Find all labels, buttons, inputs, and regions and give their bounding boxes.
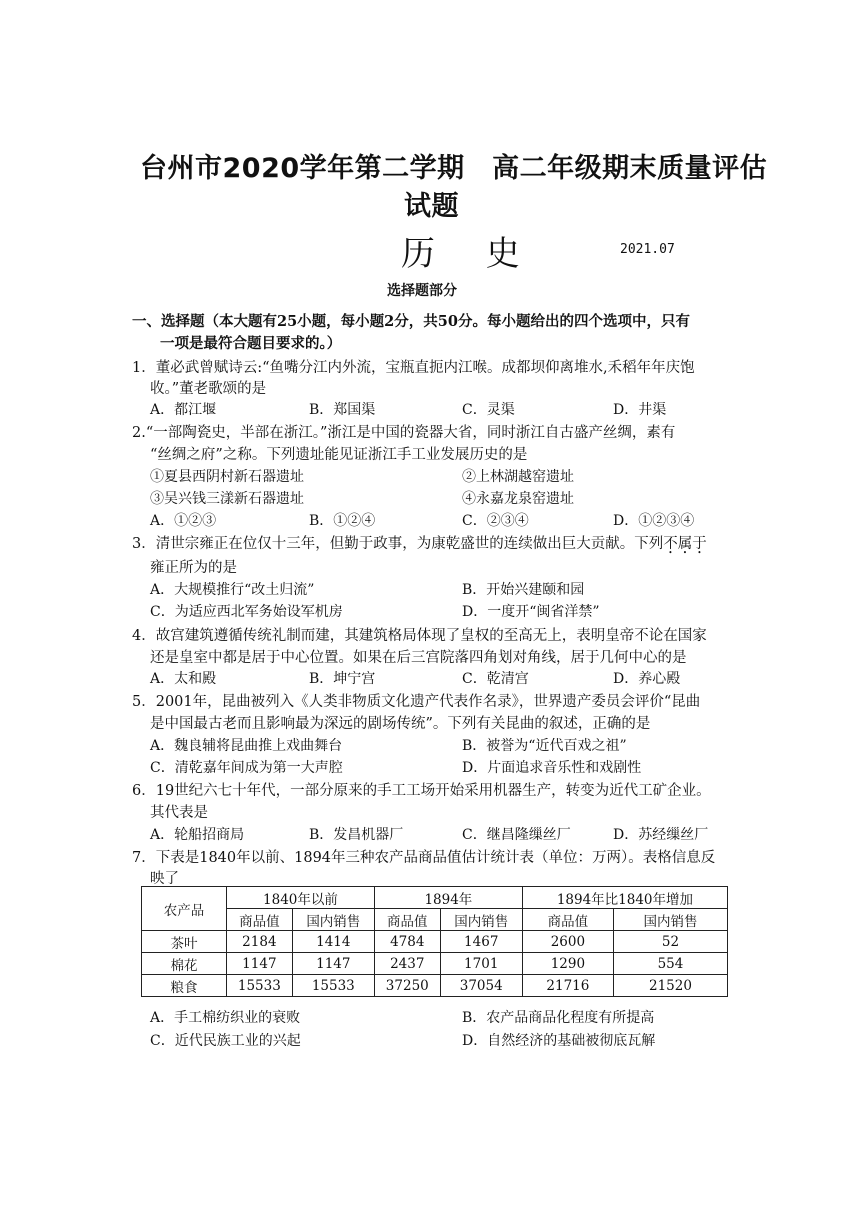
table-cell: 52 [613,931,727,953]
table-cell: 1467 [440,931,522,953]
table-group-header: 1840年以前 [227,887,375,909]
table-row-label: 茶叶 [142,931,227,953]
question-4-stem: 4．故宫建筑遵循传统礼制而建，其建筑格局体现了皇权的至高无上，表明皇帝不论在国家 [132,628,707,644]
table-subheader: 商品值 [522,909,613,931]
table-row [142,931,728,953]
question-7-stem-cont: 映了 [150,871,179,887]
section-instructions: 一、选择题（本大题有25小题，每小题2分，共50分。每小题给出的四个选项中，只有 [132,313,690,330]
table-cell: 21520 [613,975,727,997]
question-6-stem: 6．19世纪六七十年代，一部分原来的手工工场开始采用机器生产，转变为近代工矿企业。 [132,783,711,799]
question-2-item-1: ①夏县西阴村新石器遗址 [150,469,304,485]
question-6-option-b: B．发昌机器厂 [309,827,404,843]
question-5-option-d: D．片面追求音乐性和戏剧性 [462,760,642,776]
question-4-option-a: A．太和殿 [150,671,217,687]
emphasis-char: 不 [663,536,678,552]
question-4-stem-cont: 还是皇室中都是居于中心位置。如果在后三宫院落四角划对角线，居于几何中心的是 [150,650,687,666]
question-5-option-c: C．清乾嘉年间成为第一大声腔 [150,760,343,776]
question-2-item-4: ④永嘉龙泉窑遗址 [462,491,574,507]
question-3-option-b: B．开始兴建颐和园 [462,582,585,598]
table-cell: 37250 [374,975,440,997]
section-instructions-cont: 一项是最符合题目要求的。） [160,335,342,352]
question-1-option-c: C．灵渠 [462,402,515,418]
question-6-stem-cont: 其代表是 [150,805,208,821]
question-1-stem-cont: 收。”董老歌颂的是 [150,381,267,397]
table-cell: 15533 [292,975,374,997]
table-subheader: 商品值 [227,909,293,931]
question-2-option-c: C．②③④ [462,513,529,529]
question-3-stem [132,532,707,553]
table-cell: 37054 [440,975,522,997]
table-cell: 2600 [522,931,613,953]
question-4-option-d: D．养心殿 [613,671,681,687]
question-6-option-c: C．继昌隆缫丝厂 [462,827,571,843]
table-row [142,953,728,975]
question-5-option-b: B．被誉为“近代百戏之祖” [462,738,627,754]
table-cell: 554 [613,953,727,975]
table-group-header: 1894年 [374,887,522,909]
table-cell: 1701 [440,953,522,975]
table-cell: 1147 [227,953,293,975]
question-1-option-a: A．都江堰 [150,402,217,418]
table-row [142,975,728,997]
question-3-stem-cont: 雍正所为的是 [150,560,237,576]
table-row-label: 棉花 [142,953,227,975]
question-6-option-d: D．苏经缫丝厂 [613,827,709,843]
question-7-option-b: B．农产品商品化程度有所提高 [462,1010,655,1026]
question-1-stem: 1．董必武曾赋诗云:“鱼嘴分江内外流，宝瓶直扼内江喉。成都坝仰离堆水,禾稻年年庆饱 [132,360,695,376]
question-2-option-b: B．①②④ [309,513,376,529]
question-2-stem: 2.“一部陶瓷史，半部在浙江。”浙江是中国的瓷器大省，同时浙江自古盛产丝绸，素有 [132,425,676,441]
statistics-table [141,886,728,997]
table-corner-header: 农产品 [142,887,227,931]
table-subheader: 商品值 [374,909,440,931]
question-4-option-c: C．乾清宫 [462,671,529,687]
question-2-item-3: ③吴兴钱三漾新石器遗址 [150,491,304,507]
question-3-stem-text: 3．清世宗雍正在位仅十三年，但勤于政事，为康乾盛世的连续做出巨大贡献。下列 [132,536,664,552]
subject-heading: 历 史 [401,234,540,274]
question-7-stem: 7．下表是1840年以前、1894年三种农产品商品值估计统计表（单位：万两）。表格信息反 [132,850,716,866]
question-1-option-d: D．井渠 [613,402,667,418]
table-cell: 1290 [522,953,613,975]
question-7-option-a: A．手工棉纺织业的衰败 [150,1010,301,1026]
question-2-option-d: D．①②③④ [613,513,695,529]
emphasis-char: 于 [692,536,707,552]
question-5-stem: 5．2001年，昆曲被列入《人类非物质文化遗产代表作名录》，世界遗产委员会评价“昆曲 [132,694,701,710]
table-cell: 1147 [292,953,374,975]
table-subheader-row [142,909,728,931]
table-cell: 2184 [227,931,293,953]
question-3-option-d: D．一度开“闽省洋禁” [462,604,600,620]
table-subheader: 国内销售 [440,909,522,931]
question-5-stem-cont: 是中国最古老而且影响最为深远的剧场传统”。下列有关昆曲的叙述，正确的是 [150,716,651,732]
question-5-option-a: A．魏良辅将昆曲推上戏曲舞台 [150,738,343,754]
table-row-label: 粮食 [142,975,227,997]
emphasis-char: 属 [677,536,693,552]
question-2-item-2: ②上林湖越窑遗址 [462,469,574,485]
question-3-option-c: C．为适应西北军务始设军机房 [150,604,343,620]
table-cell: 4784 [374,931,440,953]
question-4-option-b: B．坤宁宫 [309,671,376,687]
table-subheader: 国内销售 [613,909,727,931]
table-subheader: 国内销售 [292,909,374,931]
section-title: 选择题部分 [387,283,457,299]
table-cell: 2437 [374,953,440,975]
table-group-header: 1894年比1840年增加 [522,887,727,909]
table-cell: 21716 [522,975,613,997]
exam-title-continued: 试题 [404,191,459,222]
question-1-option-b: B．郑国渠 [309,402,376,418]
question-2-stem-cont: “丝绸之府”之称。下列遗址能见证浙江手工业发展历史的是 [150,447,528,463]
question-6-option-a: A．轮船招商局 [150,827,245,843]
table-header-row [142,887,728,909]
question-3-option-a: A．大规模推行“改土归流” [150,582,315,598]
table-cell: 1414 [292,931,374,953]
question-7-option-c: C．近代民族工业的兴起 [150,1033,301,1049]
exam-title: 台州市2020学年第二学期 高二年级期末质量评估 [140,153,768,184]
table-cell: 15533 [227,975,293,997]
question-2-option-a: A．①②③ [150,513,217,529]
exam-date: 2021.07 [620,242,675,257]
question-7-option-d: D．自然经济的基础被彻底瓦解 [462,1033,656,1049]
